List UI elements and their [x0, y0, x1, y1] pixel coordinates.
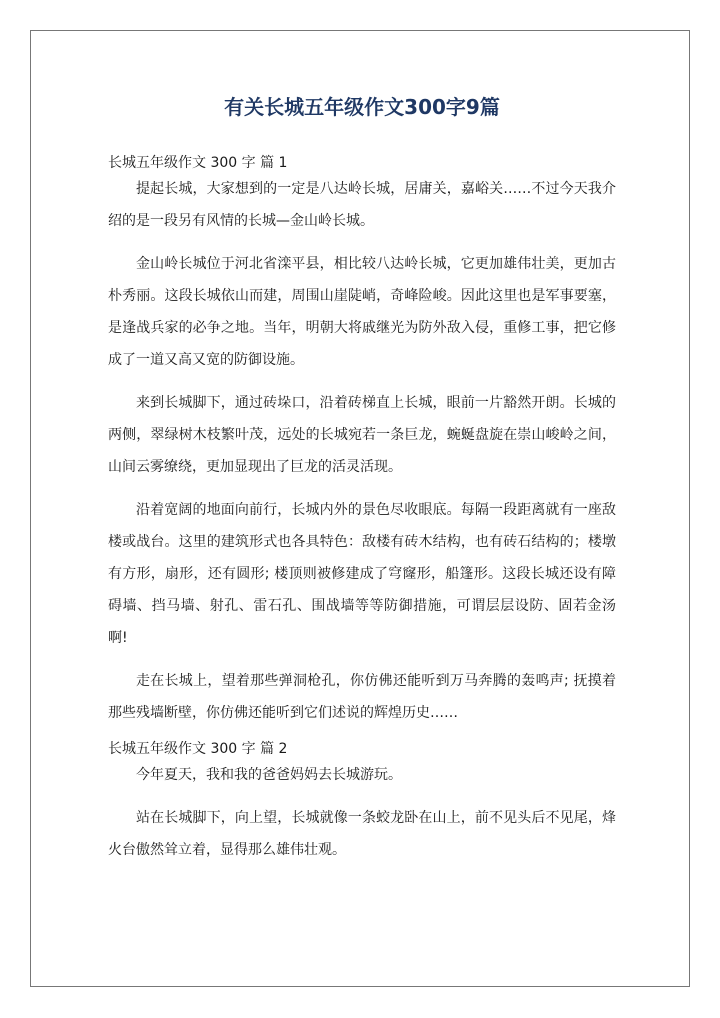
document-title: 有关长城五年级作文300字9篇	[224, 95, 500, 119]
paragraph: 今年夏天，我和我的爸爸妈妈去长城游玩。	[136, 767, 402, 783]
essay-section-1	[108, 153, 616, 729]
paragraph: 站在长城脚下，向上望，长城就像一条蛟龙卧在山上，前不见头后不见尾，烽火台傲然耸立着，显得那么雄伟壮观。	[108, 810, 616, 858]
paragraph: 金山岭长城位于河北省滦平县，相比较八达岭长城，它更加雄伟壮美，更加古朴秀丽。这段长城依山而建，周围山崖陡峭，奇峰险峻。因此这里也是军事要塞，是逢战兵家的必争之地。当年，明朝大将戚继光为防外敌入侵，重修工事，把它修成了一道又高又宽的防御设施。	[108, 256, 616, 368]
paragraph: 走在长城上，望着那些弹洞枪孔，你仿佛还能听到万马奔腾的轰鸣声; 抚摸着那些残墙断壁，你仿佛还能听到它们述说的辉煌历史……	[108, 673, 616, 721]
paragraph: 沿着宽阔的地面向前行，长城内外的景色尽收眼底。每隔一段距离就有一座敌楼或战台。这里的建筑形式也各具特色：敌楼有砖木结构，也有砖石结构的；楼墩有方形，扇形，还有圆形; 楼顶则被修建成了穹窿形，船篷形。这段长城还设有障碍墙、挡马墙、射孔、雷石孔、围战墙等等防御措施，可谓层层设防、固若金汤啊!	[108, 502, 616, 646]
essay-section-2	[108, 739, 616, 866]
paragraph: 来到长城脚下，通过砖垛口，沿着砖梯直上长城，眼前一片豁然开朗。长城的两侧，翠绿树木枝繁叶茂，远处的长城宛若一条巨龙，蜿蜒盘旋在崇山峻岭之间，山间云雾缭绕，更加显现出了巨龙的活灵活现。	[108, 395, 616, 475]
document-body	[108, 92, 616, 866]
paragraph: 提起长城，大家想到的一定是八达岭长城，居庸关，嘉峪关……不过今天我介绍的是一段另有风情的长城—金山岭长城。	[108, 181, 616, 229]
section-heading: 长城五年级作文 300 字 篇 2	[108, 741, 288, 757]
section-heading: 长城五年级作文 300 字 篇 1	[108, 155, 288, 171]
